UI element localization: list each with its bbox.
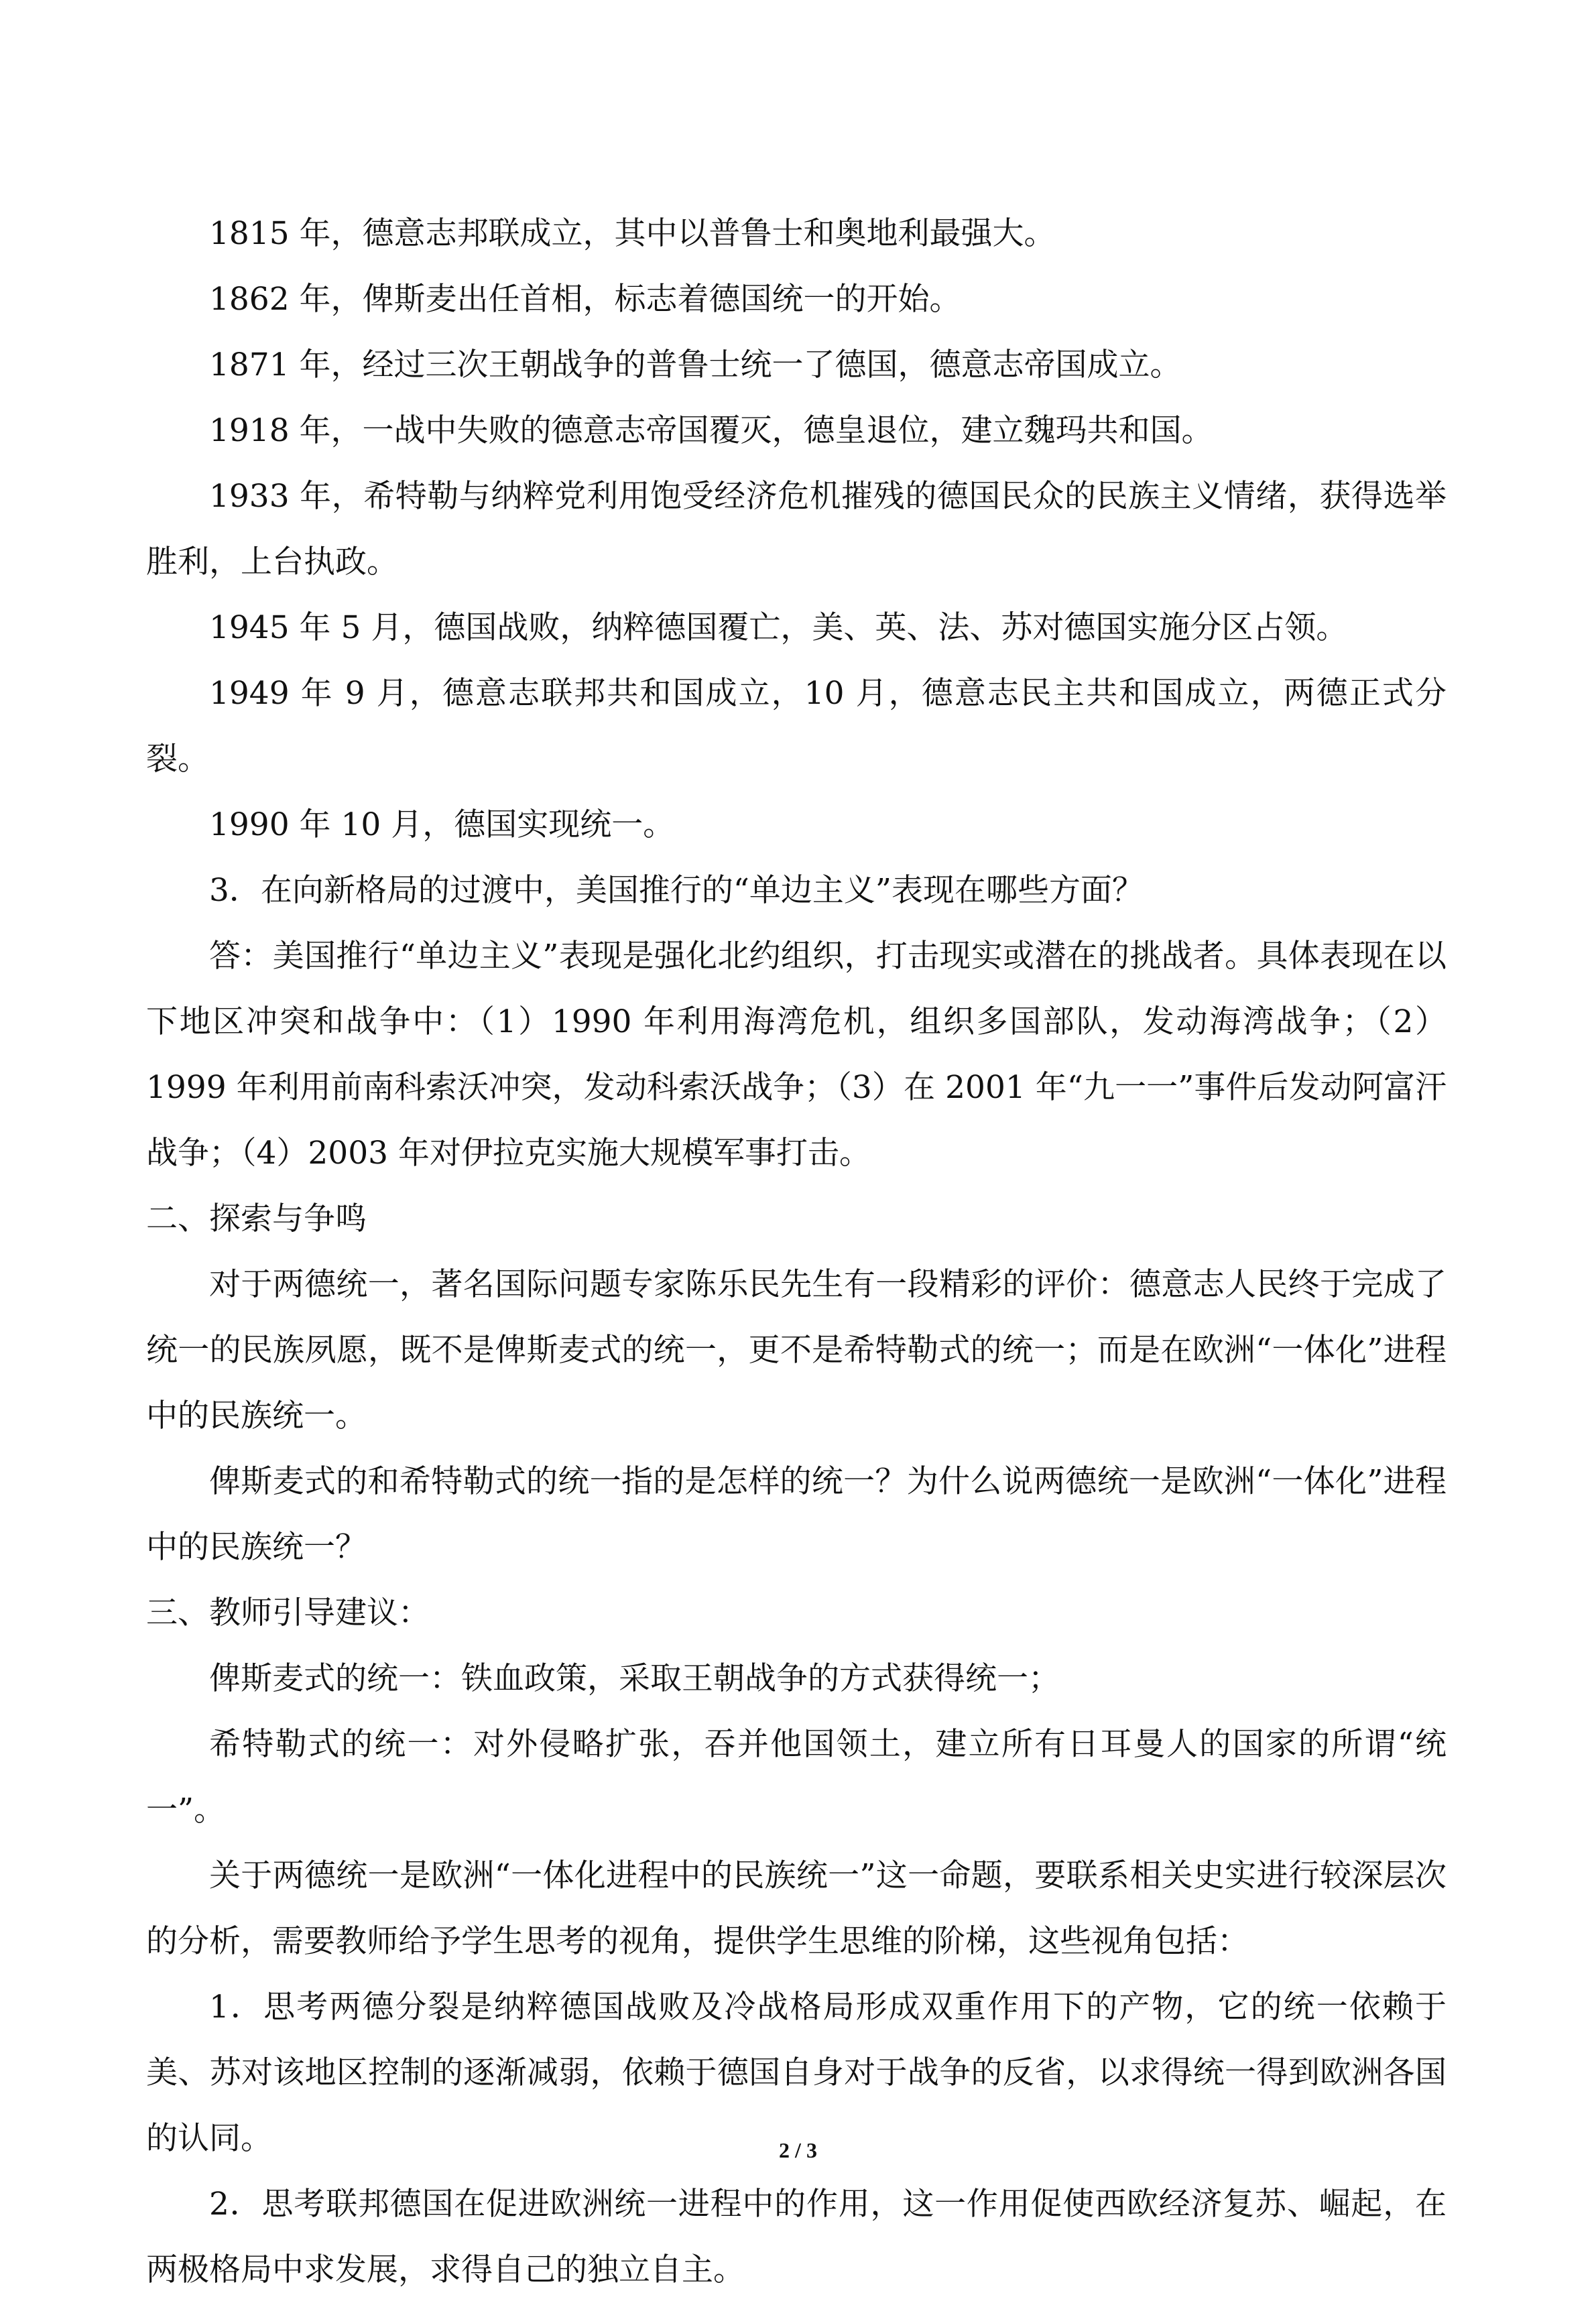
paragraph-1949: 1949 年 9 月，德意志联邦共和国成立，10 月，德意志民主共和国成立，两德正式分裂。 xyxy=(146,675,1447,777)
question-3: 3．在向新格局的过渡中，美国推行的“单边主义”表现在哪些方面？ xyxy=(209,872,1144,909)
paragraph-evaluation: 对于两德统一，著名国际问题专家陈乐民先生有一段精彩的评价：德意志人民终于完成了统一的民族夙愿，既不是俾斯麦式的统一，更不是希特勒式的统一；而是在欧洲“一体化”进程中的民族统一。 xyxy=(146,1266,1447,1434)
paragraph-1862: 1862 年，俾斯麦出任首相，标志着德国统一的开始。 xyxy=(209,281,961,318)
section-heading-explore: 二、探索与争鸣 xyxy=(146,1200,367,1237)
paragraph-perspective-1: 1．思考两德分裂是纳粹德国战败及冷战格局形成双重作用下的产物，它的统一依赖于美、苏对该地区控制的逐渐减弱，依赖于德国自身对于战争的反省，以求得统一得到欧洲各国的认同。 xyxy=(146,1989,1447,2157)
paragraph-1871: 1871 年，经过三次王朝战争的普鲁士统一了德国，德意志帝国成立。 xyxy=(209,347,1182,383)
paragraph-question: 俾斯麦式的和希特勒式的统一指的是怎样的统一？为什么说两德统一是欧洲“一体化”进程中的民族统一？ xyxy=(146,1463,1447,1566)
paragraph-1933: 1933 年，希特勒与纳粹党利用饱受经济危机摧残的德国民众的民族主义情绪，获得选举胜利，上台执政。 xyxy=(146,478,1447,580)
paragraph-bismarck: 俾斯麦式的统一：铁血政策，采取王朝战争的方式获得统一； xyxy=(209,1660,1060,1697)
paragraph-1945: 1945 年 5 月，德国战败，纳粹德国覆亡，美、英、法、苏对德国实施分区占领。 xyxy=(209,609,1348,646)
paragraph-1990: 1990 年 10 月，德国实现统一。 xyxy=(209,806,675,843)
answer-3: 答：美国推行“单边主义”表现是强化北约组织，打击现实或潜在的挑战者。具体表现在以下地区冲突和战争中：（1）1990 年利用海湾危机，组织多国部队，发动海湾战争；（2）1999 年利用前南科索沃冲突，发动科索沃战争；（3）在 2001 年“九一一”事件后发动阿富汗战争；（4）2003 年对伊拉克实施大规模军事打击。 xyxy=(146,938,1447,1172)
paragraph-proposition: 关于两德统一是欧洲“一体化进程中的民族统一”这一命题，要联系相关史实进行较深层次的分析，需要教师给予学生思考的视角，提供学生思维的阶梯，这些视角包括： xyxy=(146,1857,1447,1960)
paragraph-1918: 1918 年，一战中失败的德意志帝国覆灭，德皇退位，建立魏玛共和国。 xyxy=(209,412,1213,449)
section-heading-teacher-guide: 三、教师引导建议： xyxy=(146,1595,430,1631)
page-number: 2 / 3 xyxy=(779,2138,817,2162)
document-body xyxy=(146,201,1447,2303)
paragraph-1815: 1815 年，德意志邦联成立，其中以普鲁士和奥地利最强大。 xyxy=(209,215,1056,252)
paragraph-hitler: 希特勒式的统一：对外侵略扩张，吞并他国领土，建立所有日耳曼人的国家的所谓“统一”。 xyxy=(146,1726,1447,1828)
paragraph-perspective-2: 2．思考联邦德国在促进欧洲统一进程中的作用，这一作用促使西欧经济复苏、崛起，在两极格局中求发展，求得自己的独立自主。 xyxy=(146,2186,1447,2288)
